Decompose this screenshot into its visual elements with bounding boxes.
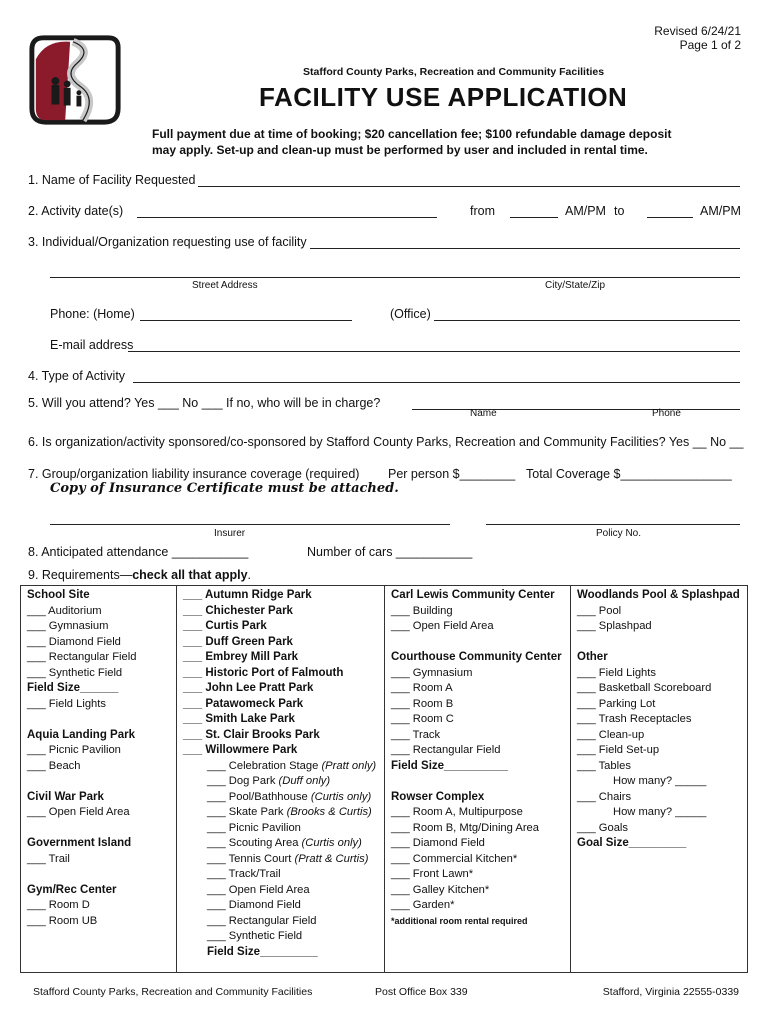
per-person-field[interactable]: Per person $________ (388, 467, 516, 481)
item-note: (Curtis only) (310, 790, 372, 803)
from-time-field[interactable] (510, 217, 558, 218)
col-community-centers (384, 586, 570, 972)
item-label: ___ Room UB (27, 914, 98, 927)
item-label: ___ Room A (391, 682, 453, 694)
item-label: ___ Splashpad (577, 620, 652, 632)
checklist-item[interactable] (577, 728, 747, 744)
checklist-item[interactable] (183, 666, 384, 682)
checklist-item[interactable] (27, 697, 176, 713)
checklist-item[interactable] (183, 650, 384, 666)
footer-po-box: Post Office Box 339 (375, 986, 468, 998)
item-label: ___ Beach (27, 759, 81, 772)
item-label: ___ Rectangular Field (207, 914, 317, 927)
item-label: Field Size_________ (207, 945, 318, 958)
checklist-item[interactable] (391, 619, 570, 635)
insurer-label: Insurer (214, 528, 246, 539)
item-label: ___ Picnic Pavilion (207, 821, 301, 834)
item-label: ___ Room C (391, 713, 454, 725)
checklist-item[interactable] (183, 697, 384, 713)
checklist-item[interactable] (183, 836, 384, 852)
checklist-item[interactable] (391, 898, 570, 914)
item-label: Aquia Landing Park (27, 728, 135, 741)
item-label: ___ John Lee Pratt Park (183, 682, 314, 694)
q4-label: 4. Type of Activity (28, 369, 126, 383)
item-label: ___ Basketball Scoreboard (577, 682, 712, 694)
item-label: ___ Picnic Pavilion (27, 744, 121, 756)
checklist-item[interactable] (391, 836, 570, 852)
address-field[interactable] (50, 277, 740, 278)
spacer (577, 635, 747, 651)
notice-line-2: may apply. Set-up and clean-up must be performed by user and included in rental time. (152, 143, 648, 157)
item-label: ___ Tennis Court (207, 852, 295, 865)
checklist-item[interactable] (577, 790, 747, 806)
item-label: Civil War Park (27, 790, 104, 803)
item-label: Field Size__________ (391, 759, 508, 772)
phone-office-label: (Office) (390, 307, 431, 321)
section-heading (391, 650, 570, 666)
item-note: (Duff only) (278, 775, 331, 787)
checklist-item[interactable] (183, 914, 384, 930)
checklist-item[interactable] (27, 759, 176, 775)
item-label: ___ Gymnasium (391, 666, 473, 679)
col-school-sites (21, 586, 176, 972)
checklist-item[interactable] (391, 883, 570, 899)
organization-field[interactable] (310, 248, 740, 249)
phone-home-field[interactable] (140, 320, 352, 321)
item-label: ___ Room B, Mtg/Dining Area (391, 821, 539, 834)
from-label: from (470, 204, 495, 218)
ampm-label-1: AM/PM (565, 204, 606, 218)
item-label: ___ Garden* (391, 899, 455, 911)
item-label: ___ Smith Lake Park (183, 713, 295, 725)
section-heading (577, 836, 747, 852)
activity-dates-field[interactable] (137, 217, 437, 218)
spacer (27, 712, 176, 728)
section-heading (391, 790, 570, 806)
item-label: ___ Scouting Area (207, 837, 302, 849)
activity-type-field[interactable] (133, 382, 740, 383)
checklist-item[interactable] (391, 666, 570, 682)
checklist-item[interactable] (577, 821, 747, 837)
section-heading (577, 650, 747, 666)
checklist-item[interactable] (183, 852, 384, 868)
item-label: ___ Field Lights (27, 697, 106, 710)
section-heading (27, 728, 176, 744)
q9-label (28, 568, 251, 582)
item-label: ___ Rectangular Field (391, 744, 501, 756)
item-label: ___ Open Field Area (391, 620, 494, 632)
spacer (27, 821, 176, 837)
section-heading (27, 790, 176, 806)
q2-label: 2. Activity date(s) (28, 204, 124, 218)
checklist-item[interactable] (183, 712, 384, 728)
section-heading (577, 588, 747, 604)
item-label: How many? _____ (613, 806, 707, 818)
checklist-item[interactable] (577, 697, 747, 713)
county-logo (26, 30, 124, 128)
checklist-item[interactable] (27, 743, 176, 759)
q1-label: 1. Name of Facility Requested (28, 173, 196, 187)
item-label: ___ Autumn Ridge Park (183, 589, 312, 601)
revised-date: Revised 6/24/21 (654, 24, 741, 38)
item-label: ___ Chairs (577, 790, 632, 803)
checklist-item[interactable] (27, 619, 176, 635)
total-coverage-field[interactable]: Total Coverage $________________ (526, 467, 732, 481)
item-label: ___ Dog Park (207, 775, 279, 787)
section-heading (391, 588, 570, 604)
section-heading (183, 945, 384, 961)
q5-label: 5. Will you attend? Yes ___ No ___ If no, who will be in charge? (28, 396, 381, 410)
item-label: ___ Room A, Multipurpose (391, 806, 523, 818)
checklist-item[interactable] (27, 650, 176, 666)
section-heading (27, 836, 176, 852)
checklist-item[interactable] (391, 852, 570, 868)
phone-office-field[interactable] (434, 320, 740, 321)
item-label: ___ Trash Receptacles (577, 713, 692, 725)
footer-city: Stafford, Virginia 22555-0339 (602, 986, 739, 998)
item-label: Field Size______ (27, 682, 119, 694)
footer-org: Stafford County Parks, Recreation and Community Facilities (33, 986, 313, 998)
item-label: ___ Open Field Area (207, 883, 310, 896)
checklist-item[interactable] (391, 712, 570, 728)
to-label: to (614, 204, 625, 218)
item-label: How many? _____ (613, 775, 707, 787)
item-label: ___ Field Lights (577, 666, 656, 679)
item-label: ___ Pool/Bathhouse (207, 790, 311, 803)
checklist-item[interactable] (27, 805, 176, 821)
q6-label: 6. Is organization/activity sponsored/co-sponsored by Stafford County Parks, Recreation and Community Facilities? Yes __ No __ (28, 435, 744, 449)
q3-label: 3. Individual/Organization requesting use of facility (28, 235, 307, 249)
checklist-item[interactable] (27, 852, 176, 868)
checklist-item[interactable] (27, 604, 176, 620)
checklist-item[interactable] (391, 681, 570, 697)
phone-home-label: Phone: (Home) (50, 307, 135, 321)
item-label: ___ Auditorium (27, 604, 102, 617)
item-label: ___ Rectangular Field (27, 651, 137, 663)
policy-label: Policy No. (596, 528, 642, 539)
item-label: ___ Parking Lot (577, 697, 656, 710)
checklist-item[interactable] (183, 759, 384, 775)
insurer-field[interactable] (50, 524, 450, 525)
item-label: ___ Room B (391, 697, 454, 710)
col-pool-other (570, 586, 747, 972)
item-label: ___ Synthetic Field (27, 666, 123, 679)
item-label: ___ Tables (577, 759, 631, 772)
item-label: Gym/Rec Center (27, 883, 117, 896)
item-label: ___ Diamond Field (207, 899, 301, 911)
checklist-item[interactable] (577, 712, 747, 728)
item-note: (Pratt & Curtis) (294, 852, 369, 865)
checklist-item[interactable] (577, 681, 747, 697)
item-label: ___ Commercial Kitchen* (391, 852, 518, 865)
item-label: ___ Goals (577, 821, 628, 834)
q5-name-label: Name (470, 408, 497, 419)
checklist-item[interactable] (183, 635, 384, 651)
checklist-item[interactable] (183, 867, 384, 883)
checklist-item[interactable] (183, 774, 384, 790)
item-label: Woodlands Pool & Splashpad (577, 589, 740, 601)
item-label: Goal Size_________ (577, 837, 687, 849)
item-label: ___ Embrey Mill Park (183, 651, 299, 663)
item-label: ___ Patawomeck Park (183, 697, 304, 710)
item-label: ___ Historic Port of Falmouth (183, 666, 344, 679)
item-note: (Pratt only) (321, 759, 377, 772)
checklist-item[interactable] (577, 743, 747, 759)
city-state-zip-label: City/State/Zip (545, 280, 606, 291)
item-label: ___ Skate Park (207, 806, 287, 818)
q9-text: 9. Requirements— (28, 568, 133, 582)
checklist-item[interactable] (183, 743, 384, 759)
item-label: ___ Celebration Stage (207, 759, 322, 772)
checklist-item[interactable] (577, 604, 747, 620)
item-label: Carl Lewis Community Center (391, 589, 555, 601)
checklist-item[interactable] (27, 666, 176, 682)
checklist-item[interactable] (577, 619, 747, 635)
item-label: ___ Building (391, 604, 453, 617)
item-label: Courthouse Community Center (391, 651, 562, 663)
notice-line-1: Full payment due at time of booking; $20 cancellation fee; $100 refundable damage deposit (152, 127, 672, 141)
checklist-item[interactable] (183, 790, 384, 806)
page-number: Page 1 of 2 (679, 38, 741, 52)
spacer (27, 867, 176, 883)
q9-bold-text: check all that apply (132, 568, 248, 582)
item-label: ___ St. Clair Brooks Park (183, 728, 320, 741)
item-note: (Brooks & Curtis) (286, 806, 372, 818)
ampm-label-2: AM/PM (700, 204, 741, 218)
checklist-item[interactable] (183, 929, 384, 945)
checklist-item[interactable] (391, 821, 570, 837)
item-label: Government Island (27, 837, 132, 849)
street-address-label: Street Address (192, 280, 258, 291)
item-label: Rowser Complex (391, 790, 485, 803)
email-label: E-mail address (50, 338, 134, 352)
spacer (391, 635, 570, 651)
item-label: ___ Room D (27, 899, 90, 911)
checklist-item[interactable] (577, 759, 747, 775)
section-heading (27, 681, 176, 697)
requirements-grid (20, 585, 748, 973)
org-name: Stafford County Parks, Recreation and Community Facilities (303, 66, 605, 78)
person-in-charge-field[interactable] (412, 409, 740, 410)
checklist-item[interactable] (27, 635, 176, 651)
checklist-item[interactable] (577, 666, 747, 682)
insurance-notice: Copy of Insurance Certificate must be attached. (50, 481, 399, 496)
item-label: ___ Chichester Park (183, 604, 293, 617)
section-heading (391, 759, 570, 775)
item-label: School Site (27, 589, 90, 601)
checklist-item[interactable] (183, 821, 384, 837)
checklist-item[interactable] (391, 805, 570, 821)
item-label: ___ Diamond Field (391, 837, 485, 849)
item-label: Other (577, 651, 608, 663)
item-label: ___ Galley Kitchen* (391, 883, 490, 896)
q5-phone-label: Phone (652, 408, 681, 419)
checklist-item (391, 914, 570, 930)
item-label: *additional room rental required (391, 915, 528, 926)
policy-number-field[interactable] (486, 524, 740, 525)
attendance-field[interactable]: 8. Anticipated attendance ___________ (28, 545, 249, 559)
checklist-item[interactable] (391, 604, 570, 620)
item-label: ___ Willowmere Park (183, 744, 298, 756)
checklist-item[interactable] (183, 681, 384, 697)
facility-name-field[interactable] (198, 186, 740, 187)
spacer (391, 774, 570, 790)
checklist-item[interactable] (391, 867, 570, 883)
to-time-field[interactable] (647, 217, 693, 218)
item-label: ___ Synthetic Field (207, 930, 303, 942)
item-label: ___ Track/Trail (207, 868, 281, 880)
checklist-item[interactable] (183, 898, 384, 914)
checklist-item[interactable] (391, 728, 570, 744)
checklist-item[interactable] (391, 697, 570, 713)
checklist-item (577, 774, 747, 790)
col-parks (176, 586, 384, 972)
item-label: ___ Trail (27, 852, 70, 865)
email-field[interactable] (128, 351, 740, 352)
item-label: ___ Curtis Park (183, 620, 267, 632)
section-heading (27, 883, 176, 899)
item-label: ___ Gymnasium (27, 620, 109, 632)
checklist-item[interactable] (183, 588, 384, 604)
checklist-item[interactable] (27, 898, 176, 914)
checklist-item[interactable] (27, 914, 176, 930)
checklist-item[interactable] (183, 619, 384, 635)
checklist-item[interactable] (183, 883, 384, 899)
item-label: ___ Track (391, 728, 441, 741)
item-label: ___ Open Field Area (27, 806, 130, 818)
item-label: ___ Field Set-up (577, 744, 660, 756)
item-label: ___ Clean-up (577, 728, 645, 741)
item-label: ___ Diamond Field (27, 635, 121, 648)
item-label: ___ Front Lawn* (391, 868, 474, 880)
q7-label: 7. Group/organization liability insurance coverage (required) (28, 467, 360, 481)
form-title: FACILITY USE APPLICATION (259, 82, 628, 112)
q9-end: . (247, 568, 252, 582)
item-label: ___ Duff Green Park (183, 635, 293, 648)
section-heading (27, 588, 176, 604)
spacer (27, 774, 176, 790)
item-label: ___ Pool (577, 604, 622, 617)
checklist-item[interactable] (183, 728, 384, 744)
item-note: (Curtis only) (301, 837, 362, 849)
checklist-item[interactable] (391, 743, 570, 759)
checklist-item[interactable] (183, 805, 384, 821)
cars-field[interactable]: Number of cars ___________ (307, 545, 473, 559)
checklist-item[interactable] (183, 604, 384, 620)
checklist-item (577, 805, 747, 821)
